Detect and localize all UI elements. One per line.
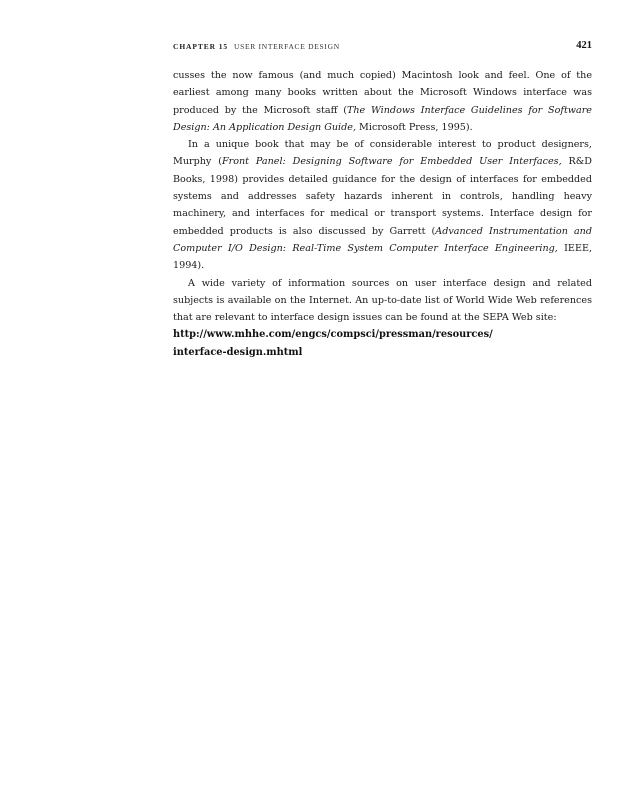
p1-book-title: The Windows Interface Guidelines for Software Design: An Application Design Guide, <box>173 104 592 133</box>
paragraph-1 <box>173 67 592 136</box>
p2-book-title-1: Front Panel: Designing Software for Embedded User Interfaces, <box>221 156 562 168</box>
p2-book-title-2: Advanced Instrumentation and Computer I/O Design: Real-Time System Computer Interface Engineering, <box>173 225 592 254</box>
chapter-label: CHAPTER 15 <box>173 42 229 51</box>
body-text <box>173 67 592 361</box>
p1-text-before: cusses the now famous (and much copied) Macintosh look and feel. One of the earliest among many books written about the Microsoft Windows interface was produced by the Microsoft staff ( <box>173 70 592 116</box>
p2-text-2: R&D Books, 1998) provides detailed guidance for the design of interfaces for embedded systems and addresses safety hazards inherent in controls, handling heavy machinery, and interfaces for medical or transport systems. Interface design for embedded products is also discussed by Garrett ( <box>173 156 592 237</box>
chapter-title: USER INTERFACE DESIGN <box>234 42 340 51</box>
sepa-url-line-2[interactable]: interface-design.mhtml <box>173 346 303 358</box>
p3-text: A wide variety of information sources on user interface design and related subjects is available on the Internet. An up-to-date list of World Wide Web references that are relevant to interface design issues can be found at the SEPA Web site: <box>173 277 592 324</box>
p2-text-3: IEEE, 1994). <box>173 242 592 272</box>
running-head <box>173 40 592 54</box>
paragraph-2 <box>173 136 592 274</box>
p1-text-after: Microsoft Press, 1995). <box>356 121 473 133</box>
paragraph-3 <box>173 275 592 327</box>
p2-text-1: In a unique book that may be of considerable interest to product designers, Murphy ( <box>173 139 592 168</box>
sepa-url-line-1[interactable]: http://www.mhhe.com/engcs/compsci/pressman/resources/ <box>173 329 493 341</box>
page-number: 421 <box>576 40 592 51</box>
